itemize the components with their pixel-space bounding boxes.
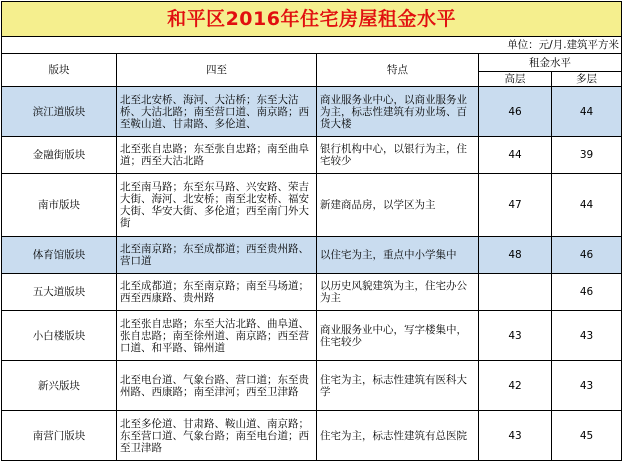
block-cell: 南营门版块 [2, 411, 117, 461]
high-rise-cell: 48 [479, 237, 552, 274]
block-cell: 小白楼版块 [2, 311, 117, 361]
multi-storey-cell: 43 [552, 311, 622, 361]
table-row [2, 411, 622, 461]
high-rise-cell: 44 [479, 137, 552, 174]
table-row [2, 237, 622, 274]
features-cell: 商业服务业中心，写字楼集中，住宅较少 [317, 311, 479, 361]
features-cell: 商业服务业中心，以商业服务业为主，标志性建筑有劝业场、百货大楼 [317, 87, 479, 137]
table-row [2, 274, 622, 311]
multi-storey-cell: 45 [552, 411, 622, 461]
unit-note: 单位：元/月.建筑平方米 [2, 37, 622, 54]
header-multi-storey: 多层 [552, 72, 622, 87]
high-rise-cell: 43 [479, 411, 552, 461]
bounds-cell: 北至张自忠路；东至大沽北路、曲阜道、张自忠路；南至徐州道、南京路；西至营口道、和平路、锦州道 [117, 311, 317, 361]
block-cell: 滨江道版块 [2, 87, 117, 137]
header-block: 版块 [2, 54, 117, 87]
header-rent: 租金水平 [479, 54, 622, 72]
features-cell: 以住宅为主，重点中小学集中 [317, 237, 479, 274]
bounds-cell: 北至南马路；东至东马路、兴安路、荣吉大街、海河、北安桥；南至北安桥、福安大街、华安大街、多伦道；西至南门外大街 [117, 174, 317, 237]
header-row [2, 54, 622, 72]
features-cell: 新建商品房，以学区为主 [317, 174, 479, 237]
high-rise-cell: 46 [479, 87, 552, 137]
title-row [2, 2, 622, 37]
bounds-cell: 北至北安桥、海河、大沽桥；东至大沽桥、大沽北路；南至营口道、南京路；西至鞍山道、甘肃路、多伦道、 [117, 87, 317, 137]
bounds-cell: 北至多伦道、甘肃路、鞍山道、南京路；东至营口道、气象台路；南至电台道；西至卫津路 [117, 411, 317, 461]
header-high-rise: 高层 [479, 72, 552, 87]
block-cell: 体育馆版块 [2, 237, 117, 274]
multi-storey-cell: 46 [552, 237, 622, 274]
bounds-cell: 北至电台道、气象台路、营口道；东至贵州路、西康路；南至津河；西至卫津路 [117, 361, 317, 411]
rent-table [1, 1, 622, 461]
bounds-cell: 北至张自忠路；东至张自忠路；南至曲阜道；西至大沽北路 [117, 137, 317, 174]
features-cell: 住宅为主，标志性建筑有总医院 [317, 411, 479, 461]
bounds-cell: 北至南京路；东至成都道；西至贵州路、营口道 [117, 237, 317, 274]
multi-storey-cell: 39 [552, 137, 622, 174]
table-row [2, 174, 622, 237]
features-cell: 住宅为主，标志性建筑有医科大学 [317, 361, 479, 411]
high-rise-cell: 43 [479, 311, 552, 361]
table-row [2, 137, 622, 174]
block-cell: 五大道版块 [2, 274, 117, 311]
high-rise-cell: 47 [479, 174, 552, 237]
header-bounds: 四至 [117, 54, 317, 87]
multi-storey-cell: 44 [552, 174, 622, 237]
table-row [2, 361, 622, 411]
unit-row [2, 37, 622, 54]
high-rise-cell: 42 [479, 361, 552, 411]
table-row [2, 311, 622, 361]
table-title: 和平区2016年住宅房屋租金水平 [2, 2, 622, 37]
bounds-cell: 北至成都道；东至南京路；南至马场道；西至西康路、贵州路 [117, 274, 317, 311]
table-row [2, 87, 622, 137]
block-cell: 新兴版块 [2, 361, 117, 411]
features-cell: 以历史风貌建筑为主，住宅办公为主 [317, 274, 479, 311]
multi-storey-cell: 46 [552, 274, 622, 311]
header-features: 特点 [317, 54, 479, 87]
block-cell: 金融街版块 [2, 137, 117, 174]
features-cell: 银行机构中心，以银行为主，住宅较少 [317, 137, 479, 174]
high-rise-cell [479, 274, 552, 311]
block-cell: 南市版块 [2, 174, 117, 237]
multi-storey-cell: 44 [552, 87, 622, 137]
multi-storey-cell: 43 [552, 361, 622, 411]
table-body [2, 2, 622, 461]
